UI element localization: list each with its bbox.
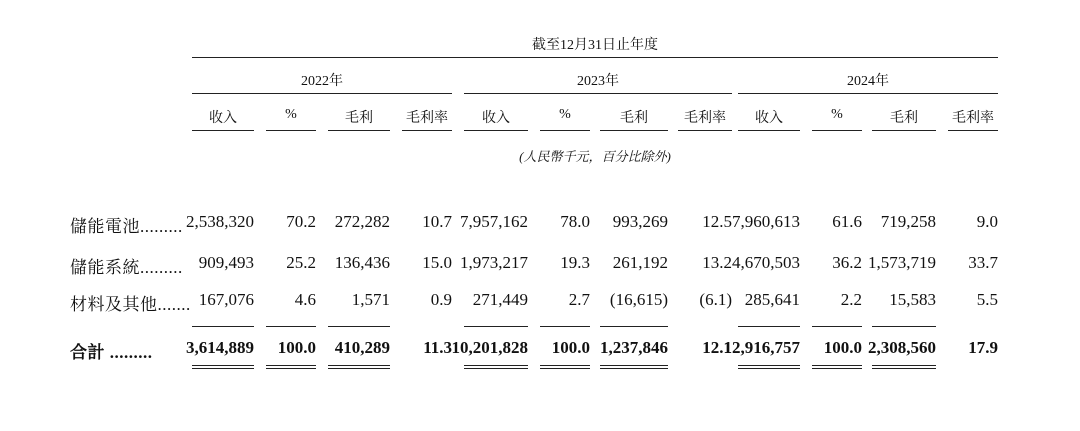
table-cell: 70.2	[286, 212, 316, 231]
col-rule	[812, 130, 862, 131]
table-cell: 2.2	[840, 290, 862, 309]
table-cell: 11.3	[423, 338, 452, 357]
col-header-gross-profit: 毛利	[345, 111, 373, 126]
year-rule-2023	[464, 93, 732, 94]
col-header-percent: %	[285, 107, 297, 122]
table-cell: 0.9	[430, 290, 452, 309]
table-cell: 10,201,828	[451, 338, 528, 357]
unit-note: (人民幣千元，百分比除外)	[519, 149, 671, 164]
total-double-rule	[192, 365, 254, 369]
row-label: 儲能系統.........	[70, 258, 183, 277]
col-header-percent: %	[559, 107, 571, 122]
col-header-gross-margin: 毛利率	[952, 111, 994, 126]
subtotal-rule	[872, 326, 936, 327]
table-cell: 61.6	[832, 212, 862, 231]
total-double-rule	[872, 365, 936, 369]
table-cell: 33.7	[968, 253, 998, 272]
total-double-rule	[540, 365, 590, 369]
total-double-rule	[600, 365, 668, 369]
table-cell: 10.7	[422, 212, 452, 231]
table-cell: 136,436	[334, 253, 390, 272]
table-cell: 2,538,320	[186, 212, 254, 231]
table-cell: 285,641	[744, 290, 800, 309]
total-double-rule	[266, 365, 316, 369]
subtotal-rule	[600, 326, 668, 327]
table-cell: 36.2	[832, 253, 862, 272]
year-header-2023: 2023年	[577, 74, 619, 89]
table-cell: 993,269	[612, 212, 668, 231]
table-cell: 7,960,613	[732, 212, 800, 231]
table-cell: 12.5	[702, 212, 732, 231]
subtotal-rule	[192, 326, 254, 327]
subtotal-rule	[266, 326, 316, 327]
col-rule	[540, 130, 590, 131]
table-cell: 167,076	[198, 290, 254, 309]
table-cell: 271,449	[472, 290, 528, 309]
row-label: 合計 .........	[70, 343, 153, 362]
table-cell: 12,916,757	[723, 338, 800, 357]
subtotal-rule	[738, 326, 800, 327]
subtotal-rule	[812, 326, 862, 327]
table-cell: 19.3	[560, 253, 590, 272]
col-header-revenue: 收入	[755, 111, 783, 126]
row-label: 材料及其他.......	[70, 295, 191, 314]
year-header-2022: 2022年	[301, 74, 343, 89]
table-cell: 1,573,719	[868, 253, 936, 272]
col-rule	[266, 130, 316, 131]
table-cell: 100.0	[551, 338, 590, 357]
table-cell: 1,571	[351, 290, 390, 309]
table-cell: 5.5	[976, 290, 998, 309]
col-header-gross-profit: 毛利	[890, 111, 918, 126]
table-cell: 272,282	[334, 212, 390, 231]
row-label: 儲能電池.........	[70, 217, 183, 236]
table-cell: 1,973,217	[460, 253, 528, 272]
period-header: 截至12月31日止年度	[532, 38, 658, 53]
col-rule	[192, 130, 254, 131]
total-double-rule	[738, 365, 800, 369]
table-cell: 4.6	[294, 290, 316, 309]
table-cell: (6.1)	[699, 290, 732, 309]
table-cell: 15.0	[422, 253, 452, 272]
table-cell: 7,957,162	[460, 212, 528, 231]
table-cell: 2.7	[568, 290, 590, 309]
table-cell: 4,670,503	[732, 253, 800, 272]
col-header-percent: %	[831, 107, 843, 122]
total-double-rule	[812, 365, 862, 369]
col-header-revenue: 收入	[209, 111, 237, 126]
table-cell: 100.0	[823, 338, 862, 357]
table-cell: 12.1	[702, 338, 732, 357]
year-header-2024: 2024年	[847, 74, 889, 89]
period-rule	[192, 57, 998, 58]
table-cell: 719,258	[880, 212, 936, 231]
table-cell: 13.2	[702, 253, 732, 272]
col-rule	[600, 130, 668, 131]
col-rule	[738, 130, 800, 131]
table-cell: 261,192	[612, 253, 668, 272]
table-cell: 78.0	[560, 212, 590, 231]
year-rule-2024	[738, 93, 998, 94]
col-rule	[872, 130, 936, 131]
table-cell: 100.0	[277, 338, 316, 357]
subtotal-rule	[328, 326, 390, 327]
col-rule	[948, 130, 998, 131]
table-cell: (16,615)	[609, 290, 668, 309]
col-header-gross-profit: 毛利	[620, 111, 648, 126]
table-cell: 1,237,846	[600, 338, 668, 357]
year-rule-2022	[192, 93, 452, 94]
table-cell: 410,289	[334, 338, 390, 357]
table-cell: 909,493	[198, 253, 254, 272]
table-cell: 9.0	[976, 212, 998, 231]
col-rule	[328, 130, 390, 131]
col-header-revenue: 收入	[482, 111, 510, 126]
col-rule	[402, 130, 452, 131]
table-cell: 15,583	[889, 290, 936, 309]
table-cell: 25.2	[286, 253, 316, 272]
subtotal-rule	[540, 326, 590, 327]
col-rule	[464, 130, 528, 131]
table-cell: 2,308,560	[868, 338, 936, 357]
total-double-rule	[328, 365, 390, 369]
col-header-gross-margin: 毛利率	[406, 111, 448, 126]
table-cell: 17.9	[968, 338, 998, 357]
total-double-rule	[464, 365, 528, 369]
table-cell: 3,614,889	[186, 338, 254, 357]
col-header-gross-margin: 毛利率	[684, 111, 726, 126]
col-rule	[678, 130, 732, 131]
subtotal-rule	[464, 326, 528, 327]
